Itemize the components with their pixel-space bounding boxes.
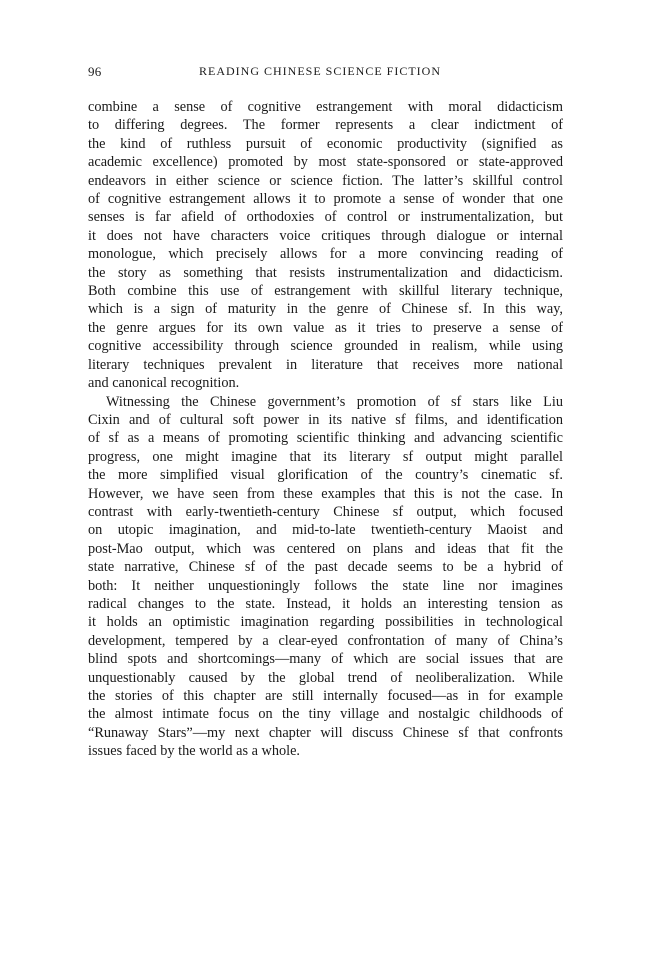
text-line: the genre argues for its own value as it tries to preserve a sense of — [88, 319, 563, 336]
text-line: development, tempered by a clear-eyed confrontation of many of China’s — [88, 632, 563, 649]
text-line: it holds an optimistic imagination regarding possibilities in technological — [88, 614, 563, 631]
text-line: Both combine this use of estrangement with skillful literary technique, — [88, 283, 563, 300]
text-line: cognitive accessibility through science grounded in realism, while using — [88, 338, 563, 355]
text-line: of sf as a means of promoting scientific thinking and advancing scientific — [88, 430, 563, 447]
text-line: radical changes to the state. Instead, it holds an interesting tension as — [88, 595, 563, 612]
text-line: state narrative, Chinese sf of the past decade seems to be a hybrid of — [88, 559, 563, 576]
text-line: post-Mao output, which was centered on plans and ideas that fit the — [88, 540, 563, 557]
text-line: the almost intimate focus on the tiny village and nostalgic childhoods of — [88, 706, 563, 723]
text-line: unquestionably caused by the global trend of neoliberalization. While — [88, 669, 563, 686]
text-line: combine a sense of cognitive estrangement with moral didacticism — [88, 99, 563, 115]
text-line: endeavors in either science or science fiction. The latter’s skillful control — [88, 172, 563, 189]
paragraph-1 — [88, 98, 563, 393]
text-line: and canonical recognition. — [88, 375, 240, 392]
text-line: “Runaway Stars”—my next chapter will discuss Chinese sf that confronts — [88, 724, 563, 741]
running-head — [88, 64, 563, 80]
text-line: the more simplified visual glorification of the country’s cinematic sf. — [88, 467, 563, 484]
text-line: on utopic imagination, and mid-to-late twentieth-century Maoist and — [88, 522, 563, 539]
text-line: However, we have seen from these examples that this is not the case. In — [88, 485, 563, 502]
paragraph-2 — [88, 393, 563, 761]
text-line: the story as something that resists instrumentalization and didacticism. — [88, 264, 563, 281]
text-line: Witnessing the Chinese government’s promotion of sf stars like Liu — [106, 393, 563, 410]
text-line: to differing degrees. The former represents a clear indictment of — [88, 117, 563, 134]
text-line: both: It neither unquestioningly follows the state line nor imagines — [88, 577, 563, 594]
text-line: literary techniques prevalent in literature that receives more national — [88, 356, 563, 373]
page-number: 96 — [88, 64, 102, 79]
running-title: READING CHINESE SCIENCE FICTION — [199, 64, 441, 78]
text-line: monologue, which precisely allows for a more convincing reading of — [88, 246, 563, 263]
text-line: which is a sign of maturity in the genre of Chinese sf. In this way, — [88, 301, 563, 318]
text-line: contrast with early-twentieth-century Chinese sf output, which focused — [88, 503, 563, 520]
body-text — [88, 98, 563, 761]
text-line: the stories of this chapter are still internally focused—as in for example — [88, 688, 563, 704]
text-line: senses is far afield of orthodoxies of control or instrumentalization, but — [88, 209, 563, 226]
text-line: the kind of ruthless pursuit of economic productivity (signified as — [88, 135, 563, 152]
text-line: blind spots and shortcomings—many of which are social issues that are — [88, 651, 563, 668]
text-line: issues faced by the world as a whole. — [88, 743, 301, 760]
text-line: of cognitive estrangement allows it to promote a sense of wonder that one — [88, 191, 563, 208]
text-line: Cixin and of cultural soft power in its native sf films, and identification — [88, 411, 563, 428]
text-line: academic excellence) promoted by most state-sponsored or state-approved — [88, 154, 563, 171]
text-line: it does not have characters voice critiques through dialogue or internal — [88, 227, 563, 244]
text-line: progress, one might imagine that its literary sf output might parallel — [88, 448, 563, 465]
